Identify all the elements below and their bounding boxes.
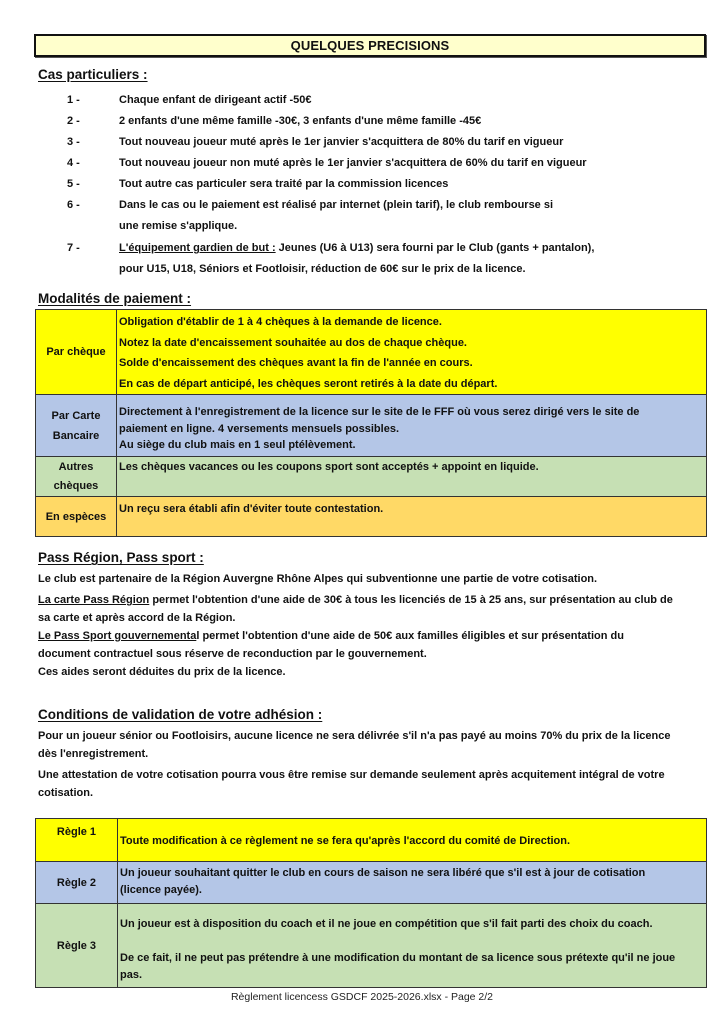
cas-particuliers-heading: Cas particuliers :	[38, 67, 148, 82]
list-item: Tout autre cas particuler sera traité par la commission licences	[119, 178, 449, 190]
list-item: Tout nouveau joueur non muté après le 1er janvier s'acquittera de 60% du tarif en vigueur	[119, 157, 587, 169]
conditions-paragraph: dès l'enregistrement.	[38, 748, 149, 760]
list-item: 2 enfants d'une même famille -30€, 3 enfants d'une même famille -45€	[119, 115, 482, 127]
table-row	[36, 497, 707, 537]
payment-method-details: Les chèques vacances ou les coupons sport sont acceptés + appoint en liquide.	[117, 457, 707, 497]
pass-paragraph: document contractuel sous réserve de reconduction par le gouvernement.	[38, 648, 427, 660]
list-item: Tout nouveau joueur muté après le 1er janvier s'acquittera de 80% du tarif en vigueur	[119, 136, 564, 148]
item-number: 4 -	[67, 157, 80, 169]
page-title: QUELQUES PRECISIONS	[34, 34, 706, 57]
page-footer: Règlement licencess GSDCF 2025-2026.xlsx - Page 2/2	[230, 991, 494, 1003]
item-number: 6 -	[67, 199, 80, 211]
payment-method-label: Par Carte Bancaire	[36, 395, 117, 457]
conditions-paragraph: Pour un joueur sénior ou Footloisirs, aucune licence ne sera délivrée s'il n'a pas payé au moins 70% du prix de la licence	[38, 730, 671, 742]
pass-paragraph: Le Pass Sport gouvernemental permet l'obtention d'une aide de 50€ aux familles éligibles et sur présentation du	[38, 630, 624, 642]
pass-sport-link-text: Le Pass Sport gouvernementa	[38, 630, 197, 642]
pass-paragraph: La carte Pass Région permet l'obtention d'une aide de 30€ à tous les licenciés de 15 à 25 ans, sur présentation au club de	[38, 594, 673, 606]
rule-text: Un joueur est à disposition du coach et il ne joue en compétition que s'il fait parti des choix du coach. De ce fait, il ne peut pas prétendre à une modification du montant de sa licence sous prétexte qu'il ne joue pas.	[118, 904, 707, 988]
conditions-paragraph: cotisation.	[38, 787, 94, 799]
item-number: 7 -	[67, 242, 80, 254]
list-item: Chaque enfant de dirigeant actif -50€	[119, 94, 312, 106]
rule-text: Un joueur souhaitant quitter le club en cours de saison ne sera libéré que s'il est à jour de cotisation (licence payée).	[118, 862, 707, 904]
conditions-heading: Conditions de validation de votre adhésion :	[38, 707, 323, 722]
table-row	[36, 904, 707, 988]
table-row	[36, 457, 707, 497]
table-row	[36, 395, 707, 457]
rules-table	[35, 818, 707, 988]
rule-text: Toute modification à ce règlement ne se fera qu'après l'accord du comité de Direction.	[118, 819, 707, 862]
item-number: 2 -	[67, 115, 80, 127]
payment-method-details: Un reçu sera établi afin d'éviter toute contestation.	[117, 497, 707, 537]
goalkeeper-equipment-label: L'équipement gardien de but :	[119, 242, 276, 254]
payment-method-label: Par chèque	[36, 310, 117, 395]
payment-method-details: Directement à l'enregistrement de la licence sur le site de le FFF où vous serez dirigé vers le site de paiement en ligne. 4 versements mensuels possibles. Au siège du club mais en 1 seul ptélèvement.	[117, 395, 707, 457]
modalites-heading: Modalités de paiement :	[38, 291, 192, 306]
list-item: Dans le cas ou le paiement est réalisé par internet (plein tarif), le club rembourse si	[119, 199, 554, 211]
rule-label: Règle 3	[36, 904, 118, 988]
rule-label: Règle 1	[36, 819, 118, 862]
item-number: 5 -	[67, 178, 80, 190]
rule-label: Règle 2	[36, 862, 118, 904]
list-item-continuation: une remise s'applique.	[119, 220, 238, 232]
conditions-paragraph: Une attestation de votre cotisation pourra vous être remise sur demande seulement après acquitement intégral de votre	[38, 769, 665, 781]
item-number: 1 -	[67, 94, 80, 106]
pass-paragraph: Ces aides seront déduites du prix de la licence.	[38, 666, 286, 678]
pass-paragraph: Le club est partenaire de la Région Auvergne Rhône Alpes qui subventionne une partie de votre cotisation.	[38, 573, 598, 585]
payment-methods-table	[35, 309, 707, 537]
payment-method-details: Obligation d'établir de 1 à 4 chèques à la demande de licence. Notez la date d'encaissement souhaitée au dos de chaque chèque. Solde d'encaissement des chèques avant la fin de l'année en cours. En cas de départ anticipé, les chèques seront retirés à la date du départ.	[117, 310, 707, 395]
list-item	[119, 242, 594, 254]
goalkeeper-equipment-text: Jeunes (U6 à U13) sera fourni par le Club (gants + pantalon),	[275, 242, 595, 254]
payment-method-label: Autres chèques	[36, 457, 117, 497]
table-row	[36, 862, 707, 904]
pass-region-link-text: La carte Pass Région	[38, 594, 150, 606]
payment-method-label: En espèces	[36, 497, 117, 537]
list-item-continuation: pour U15, U18, Séniors et Footloisir, réduction de 60€ sur le prix de la licence.	[119, 263, 526, 275]
pass-heading: Pass Région, Pass sport :	[38, 550, 204, 565]
item-number: 3 -	[67, 136, 80, 148]
table-row	[36, 819, 707, 862]
table-row	[36, 310, 707, 395]
pass-paragraph: sa carte et après accord de la Région.	[38, 612, 236, 624]
